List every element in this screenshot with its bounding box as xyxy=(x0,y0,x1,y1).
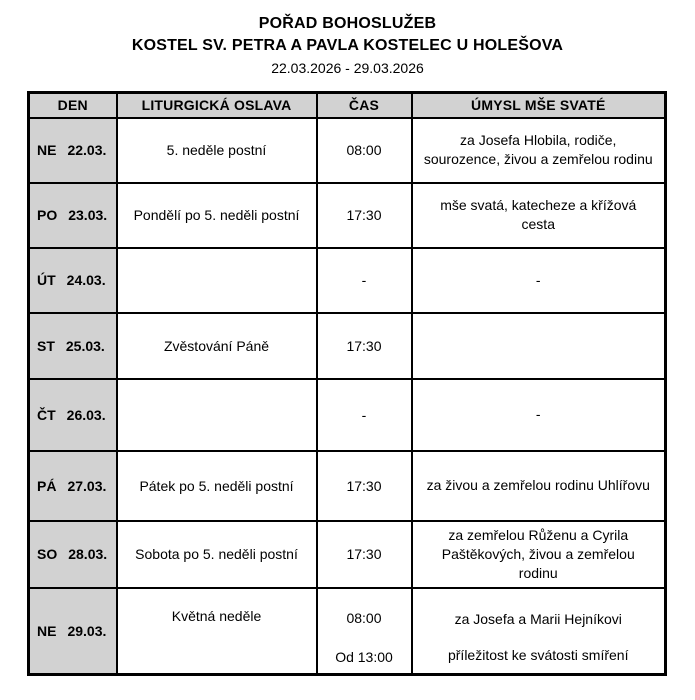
day-cell xyxy=(29,313,117,379)
day-abbr: ST xyxy=(37,337,55,354)
intention-cell: za Josefa Hlobila, rodiče, sourozence, živou a zemřelou rodinu xyxy=(412,118,666,183)
column-header-day: DEN xyxy=(29,93,117,118)
day-abbr: PO xyxy=(37,207,58,223)
celebration-cell xyxy=(117,248,317,313)
celebration-cell: Sobota po 5. neděli postní xyxy=(117,521,317,588)
page-title: POŘAD BOHOSLUŽEB xyxy=(258,15,437,32)
table-row xyxy=(29,248,666,313)
page-header xyxy=(0,0,695,79)
day-date: 28.03. xyxy=(68,546,108,562)
celebration-cell: Květná neděle xyxy=(117,588,317,675)
church-name: KOSTEL SV. PETRA A PAVLA KOSTELEC U HOLEŠOVA xyxy=(131,37,564,54)
intention-cell xyxy=(412,313,666,379)
day-cell xyxy=(29,248,117,313)
intention-cell: za živou a zemřelou rodinu Uhlířovu xyxy=(412,451,666,521)
table-row xyxy=(29,588,666,675)
intention-cell: za zemřelou Růženu a Cyrila Paštěkových, živou a zemřelou rodinu xyxy=(412,521,666,588)
day-abbr: PÁ xyxy=(37,477,57,494)
day-cell xyxy=(29,118,117,183)
time-cell xyxy=(317,588,412,675)
intention-cell: - xyxy=(412,248,666,313)
day-date: 24.03. xyxy=(66,272,106,288)
intention-cell xyxy=(412,588,666,675)
day-abbr: SO xyxy=(37,546,58,562)
day-date: 25.03. xyxy=(65,337,105,354)
table-row xyxy=(29,183,666,248)
table-row xyxy=(29,379,666,451)
time-cell: 17:30 xyxy=(317,313,412,379)
time-cell: 17:30 xyxy=(317,451,412,521)
column-header-intention: ÚMYSL MŠE SVATÉ xyxy=(412,93,666,118)
day-cell xyxy=(29,588,117,675)
day-date: 27.03. xyxy=(67,477,107,494)
intention-entry: za Josefa a Marii Hejníkovi xyxy=(454,610,622,627)
celebration-cell: Pondělí po 5. neděli postní xyxy=(117,183,317,248)
day-date: 29.03. xyxy=(67,622,107,639)
table-row xyxy=(29,521,666,588)
time-cell: 17:30 xyxy=(317,183,412,248)
intention-cell: mše svatá, katecheze a křížová cesta xyxy=(412,183,666,248)
day-abbr: ČT xyxy=(37,406,56,423)
day-date: 26.03. xyxy=(66,406,106,423)
time-entry: 08:00 xyxy=(346,609,382,626)
day-cell xyxy=(29,451,117,521)
date-range: 22.03.2026 - 29.03.2026 xyxy=(271,60,424,76)
day-cell xyxy=(29,379,117,451)
day-cell xyxy=(29,521,117,588)
time-entry: Od 13:00 xyxy=(335,648,393,665)
intention-entry: příležitost ke svátosti smíření xyxy=(447,646,629,663)
time-cell: 17:30 xyxy=(317,521,412,588)
day-abbr: NE xyxy=(37,622,57,639)
time-cell: - xyxy=(317,379,412,451)
schedule-table xyxy=(27,91,667,676)
column-header-celebration: LITURGICKÁ OSLAVA xyxy=(117,93,317,118)
column-header-time: ČAS xyxy=(317,93,412,118)
day-date: 22.03. xyxy=(67,142,107,158)
time-cell: - xyxy=(317,248,412,313)
intention-cell: - xyxy=(412,379,666,451)
celebration-cell: Zvěstování Páně xyxy=(117,313,317,379)
table-header-row xyxy=(29,93,666,118)
celebration-cell: 5. neděle postní xyxy=(117,118,317,183)
table-row xyxy=(29,313,666,379)
day-date: 23.03. xyxy=(68,207,108,223)
celebration-cell xyxy=(117,379,317,451)
time-cell: 08:00 xyxy=(317,118,412,183)
celebration-cell: Pátek po 5. neděli postní xyxy=(117,451,317,521)
table-row xyxy=(29,118,666,183)
day-cell xyxy=(29,183,117,248)
day-abbr: NE xyxy=(37,142,57,158)
day-abbr: ÚT xyxy=(37,272,56,288)
table-row xyxy=(29,451,666,521)
